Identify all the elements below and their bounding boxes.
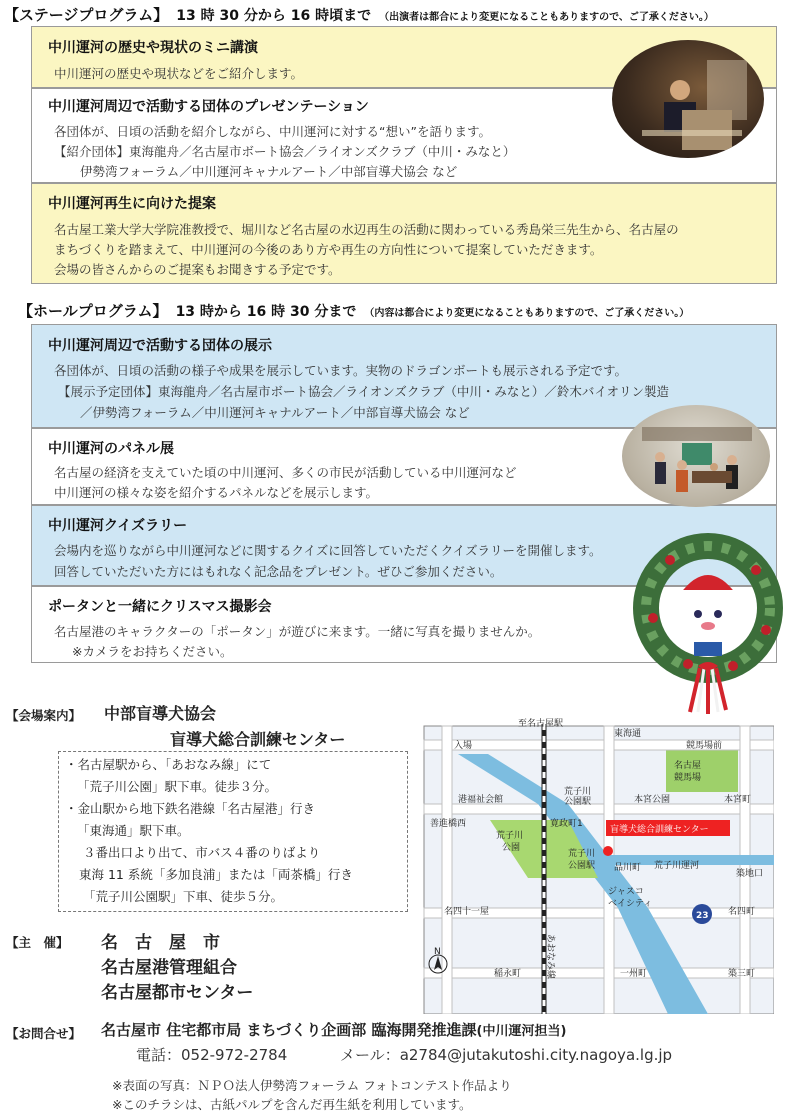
contact-dept-note: (中川運河担当) xyxy=(476,1024,567,1039)
hall-item-text: 名古屋の経済を支えていた頃の中川運河、多くの市民が活動している中川運河など xyxy=(54,465,517,480)
map-label-station-b2: 公園駅 xyxy=(568,861,596,871)
hall-item-title: 中川運河のパネル展 xyxy=(48,441,174,457)
contact-dept xyxy=(101,1019,566,1040)
hall-item-text: 中川運河の様々な姿を紹介するパネルなどを展示します。 xyxy=(54,485,379,500)
hall-item-title: 中川運河クイズラリー xyxy=(48,518,188,534)
stage-heading xyxy=(4,4,714,25)
panel-exhibit-photo xyxy=(622,405,770,507)
stage-time: 13 時 30 分から 16 時頃まで xyxy=(176,8,372,24)
map-label: あおなみ線 xyxy=(545,934,555,980)
map-label-station: 荒子川 xyxy=(564,787,592,797)
map-label: 名四町 xyxy=(728,907,756,917)
map-label: 競馬場前 xyxy=(686,741,723,751)
direction-line: 「荒子川公園」駅下車。徒歩３分。 xyxy=(77,779,278,794)
map-label-park: 荒子川 xyxy=(496,831,524,841)
access-map xyxy=(418,718,774,1014)
map-label: 名四十一屋 xyxy=(444,907,490,917)
map-label: 築地口 xyxy=(736,869,764,879)
map-label: 東海通 xyxy=(614,729,642,739)
map-label-station-b: 荒子川 xyxy=(568,849,596,859)
stage-item-text: 各団体が、日頃の活動を紹介しながら、中川運河に対する“想い”を語ります。 xyxy=(54,124,491,139)
lecture-photo-image xyxy=(612,40,764,158)
stage-item-text: 会場の皆さんからのご提案もお聞きする予定です。 xyxy=(54,262,341,277)
contact-mail[interactable]: メール：a2784@jutakutoshi.city.nagoya.lg.jp xyxy=(340,1046,673,1064)
destination-marker xyxy=(603,846,613,856)
panel-exhibit-image xyxy=(622,405,770,507)
map-label: 品川町 xyxy=(614,863,642,873)
contact-label: 【お問合せ】 xyxy=(6,1026,82,1041)
stage-item-text: 名古屋工業大学大学院准教授で、堀川など名古屋の水辺再生の活動に関わっている秀島栄三先生から、名古屋の xyxy=(54,222,679,237)
organizer-name: 名古屋都市センター xyxy=(101,983,254,1003)
hall-note: （内容は都合により変更になることもありますので、ご了承ください。） xyxy=(364,308,690,319)
hall-heading-label: 【ホールプログラム】 xyxy=(18,302,168,320)
map-label: 築三町 xyxy=(728,969,756,979)
hall-item-text: 会場内を巡りながら中川運河などに関するクイズに回答していただくクイズラリーを開催します。 xyxy=(54,543,602,558)
stage-item-title: 中川運河周辺で活動する団体のプレゼンテーション xyxy=(48,99,369,115)
direction-line: ３番出口より出て、市バス４番のりばより xyxy=(83,845,321,860)
hall-item-title: ポータンと一緒にクリスマス撮影会 xyxy=(48,599,272,615)
stage-item-text: 伊勢湾フォーラム／中川運河キャナルアート／中部盲導犬協会 など xyxy=(80,164,458,179)
venue-directions xyxy=(58,751,408,912)
map-label-center: 盲導犬総合訓練センター xyxy=(610,825,709,835)
hall-heading xyxy=(18,300,689,321)
venue-name-2: 盲導犬総合訓練センター xyxy=(170,730,346,749)
map-label: 善進橋西 xyxy=(430,819,467,829)
wreath-mascot xyxy=(628,530,796,718)
stage-heading-label: 【ステージプログラム】 xyxy=(4,6,169,24)
map-label-keibajo: 名古屋 xyxy=(674,761,702,771)
road xyxy=(424,968,774,978)
access-map-svg xyxy=(418,718,774,1014)
map-label: 入場 xyxy=(454,741,473,751)
map-label-north: N xyxy=(434,947,441,957)
stage-item-text: まちづくりを踏まえて、中川運河の今後のあり方や再生の方向性について提案していただきます。 xyxy=(54,242,603,257)
hall-time: 13 時から 16 時 30 分まで xyxy=(175,304,357,320)
stage-item-text: 中川運河の歴史や現状などをご紹介します。 xyxy=(54,66,304,81)
stage-note: （出演者は都合により変更になることもありますので、ご了承ください。） xyxy=(379,12,714,23)
contact-dept-name: 名古屋市 住宅都市局 まちづくり企画部 臨海開発推進課 xyxy=(101,1021,477,1039)
map-label-keibajo-2: 競馬場 xyxy=(674,773,702,783)
venue-label: 【会場案内】 xyxy=(6,708,82,723)
map-label-station-2: 公園駅 xyxy=(564,797,592,807)
map-label-jusco-2: ベイシティ xyxy=(608,899,653,909)
map-label-jusco: ジャスコ xyxy=(608,887,644,897)
hall-item-text: 【展示予定団体】東海龍舟／名古屋市ボート協会／ライオンズクラブ（中川・みなと）／鈴木バイオリン製造 xyxy=(58,384,670,399)
direction-line: ・名古屋駅から、「あおなみ線」にて xyxy=(65,757,272,772)
hall-item-text: ※カメラをお持ちください。 xyxy=(72,644,233,659)
contact-tel: 電話：052-972-2784 xyxy=(136,1046,288,1064)
road xyxy=(424,804,774,814)
map-label: 本宮公園 xyxy=(634,795,671,805)
direction-line: 東海 11 系統「多加良浦」または「両茶橋」行き xyxy=(79,867,353,882)
organizer-label: 【主 催】 xyxy=(6,935,69,950)
map-label-route: 23 xyxy=(696,911,709,921)
stage-item-title: 中川運河再生に向けた提案 xyxy=(48,196,216,212)
direction-line: ・金山駅から地下鉄名港線「名古屋港」行き xyxy=(65,801,316,816)
stage-item-title: 中川運河の歴史や現状のミニ講演 xyxy=(48,40,258,56)
hall-item-text: 名古屋港のキャラクターの「ポータン」が遊びに来ます。一緒に写真を撮りませんか。 xyxy=(54,624,541,639)
hall-item-text: ／伊勢湾フォーラム／中川運河キャナルアート／中部盲導犬協会 など xyxy=(80,405,470,420)
map-label-park-2: 公園 xyxy=(502,843,521,853)
map-label: 本宮町 xyxy=(724,795,752,805)
footnote: ※このチラシは、古紙パルプを含んだ再生紙を利用しています。 xyxy=(112,1097,472,1112)
lecture-photo xyxy=(612,40,764,158)
map-label: 寛政町1 xyxy=(550,819,583,829)
map-label: 至名古屋駅 xyxy=(518,719,564,729)
footnote: ※表面の写真：ＮＰＯ法人伊勢湾フォーラム フォトコンテスト作品より xyxy=(112,1078,512,1093)
map-label: 稲永町 xyxy=(494,969,522,979)
stage-item-3 xyxy=(31,183,777,284)
map-label: 港福祉会館 xyxy=(458,795,504,805)
map-label: 一州町 xyxy=(620,969,648,979)
hall-item-text: 回答していただいた方にはもれなく記念品をプレゼント。ぜひご参加ください。 xyxy=(54,564,503,579)
stage-item-text: 【紹介団体】東海龍舟／名古屋市ボート協会／ライオンズクラブ（中川・みなと） xyxy=(54,144,516,159)
hall-item-text: 各団体が、日頃の活動の様子や成果を展示しています。実物のドラゴンボートも展示される予定です。 xyxy=(54,363,628,378)
map-label: 荒子川運河 xyxy=(654,861,700,871)
direction-line: 「東海通」駅下車。 xyxy=(77,823,190,838)
direction-line: 「荒子川公園駅」下車、徒歩５分。 xyxy=(83,889,284,904)
organizer-name: 名 古 屋 市 xyxy=(101,933,220,953)
organizer-name: 名古屋港管理組合 xyxy=(101,958,237,978)
hall-item-title: 中川運河周辺で活動する団体の展示 xyxy=(48,338,272,354)
wreath-mascot-image xyxy=(628,530,796,718)
venue-name-1: 中部盲導犬協会 xyxy=(104,704,217,723)
